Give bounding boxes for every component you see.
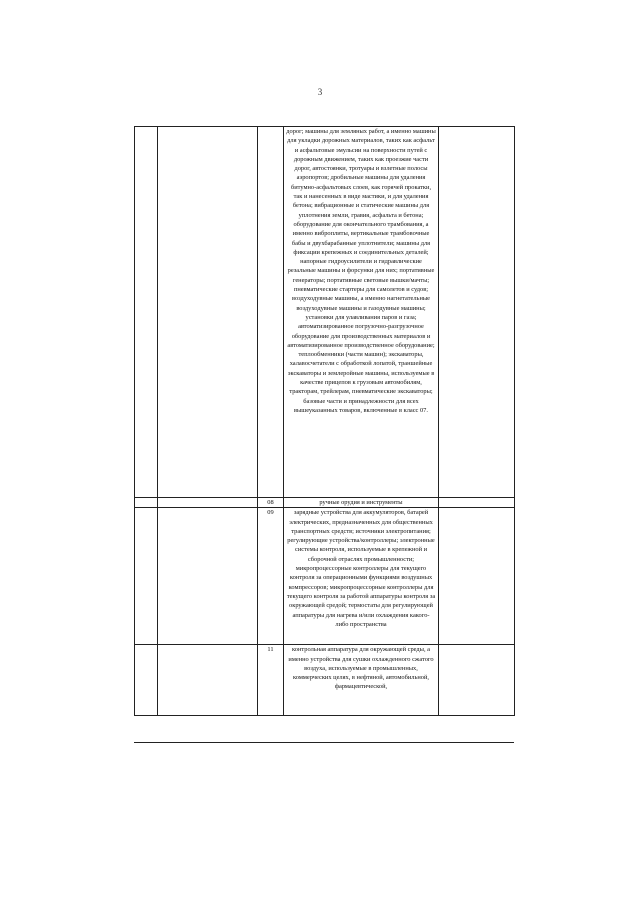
table-row (135, 645, 515, 716)
blank-cell (158, 508, 258, 645)
blank-cell (439, 508, 515, 645)
blank-cell (439, 498, 515, 508)
class-code-cell: 08 (258, 498, 284, 508)
blank-cell (135, 498, 158, 508)
blank-cell (158, 127, 258, 498)
blank-cell (439, 645, 515, 716)
blank-cell (135, 508, 158, 645)
goods-classification-table (134, 126, 515, 716)
table-row (135, 127, 515, 498)
goods-description-cell: контрольная аппаратура для окружающей среды, а именно устройства для сушки охлажденного сжатого воздуха, используемые в промышленных, коммерческих целях, в нефтяной, автомобильной, фармацевтической, (284, 645, 439, 716)
goods-description-cell: ручные орудия и инструменты (284, 498, 439, 508)
table-bottom-rule (134, 742, 514, 743)
blank-cell (135, 127, 158, 498)
table-row (135, 498, 515, 508)
class-code-cell (258, 127, 284, 498)
goods-description-cell: дорог; машины для земляных работ, а именно машины для укладки дорожных материалов, таких как асфальт и асфальтовые эмульсии на поверхности путей с дорожным движением, таких как проезжие части дорог, автостоянки, тротуары и взлетные полосы аэропортов; дробильные машины для удаления битумно-асфальтовых слоев, как горячей прокатки, так и нанесенных в виде мастики, и для удаления бетона; вибрационные и статические машины для уплотнения земли, гравия, асфальта и бетона; оборудование для окончательного трамбования, а именно виброплиты, вертикальные трамбовочные бабы и двухбарабанные уплотнители; машины для фиксации крепежных и соединительных деталей; напорные гидроусилители и гидравлические резальные машины и форсунки для них; портативные генераторы; портативные световые вышки/мачты; пневматические стартеры для самолетов и судов; воздуходувные машины, а именно нагнетательные воздуходувные машины и газодувные машины; установки для улавливания паров и газа; автоматизированное погрузочно-разгрузочное оборудование для производственных материалов и автоматизированное производственное оборудование; теплообменники (части машин); экскаваторы, халавосчетатели с обработкой лопатой, траншейные экскаваторы и землеройные машины, используемые в качестве прицепов к грузовым автомобилям, тракторам, трейлерам, пневматические экскаваторы; базовые части и принадлежности для всех вышеуказанных товаров, включенные в класс 07. (284, 127, 439, 498)
class-code-cell: 09 (258, 508, 284, 645)
blank-cell (158, 498, 258, 508)
table-row (135, 508, 515, 645)
blank-cell (135, 645, 158, 716)
goods-description-cell: зарядные устройства для аккумуляторов, батарей электрических, предназначенных для общественных транспортных средств; источники электропитания; регулирующие устройства/контроллеры; электронные системы контроля, используемые в крепежной и сборочной отраслях промышленности; микропроцессорные контроллеры для текущего контроля за операционными функциями воздушных компрессоров; микропроцессорные контроллеры для текущего контроля за работой аппаратуры контроля за окружающей средой; термостаты для регулирующей аппаратуры для нагрева и/или охлаждения какого-либо пространства (284, 508, 439, 645)
blank-cell (158, 645, 258, 716)
blank-cell (439, 127, 515, 498)
class-code-cell: 11 (258, 645, 284, 716)
page-number: 3 (317, 87, 323, 97)
